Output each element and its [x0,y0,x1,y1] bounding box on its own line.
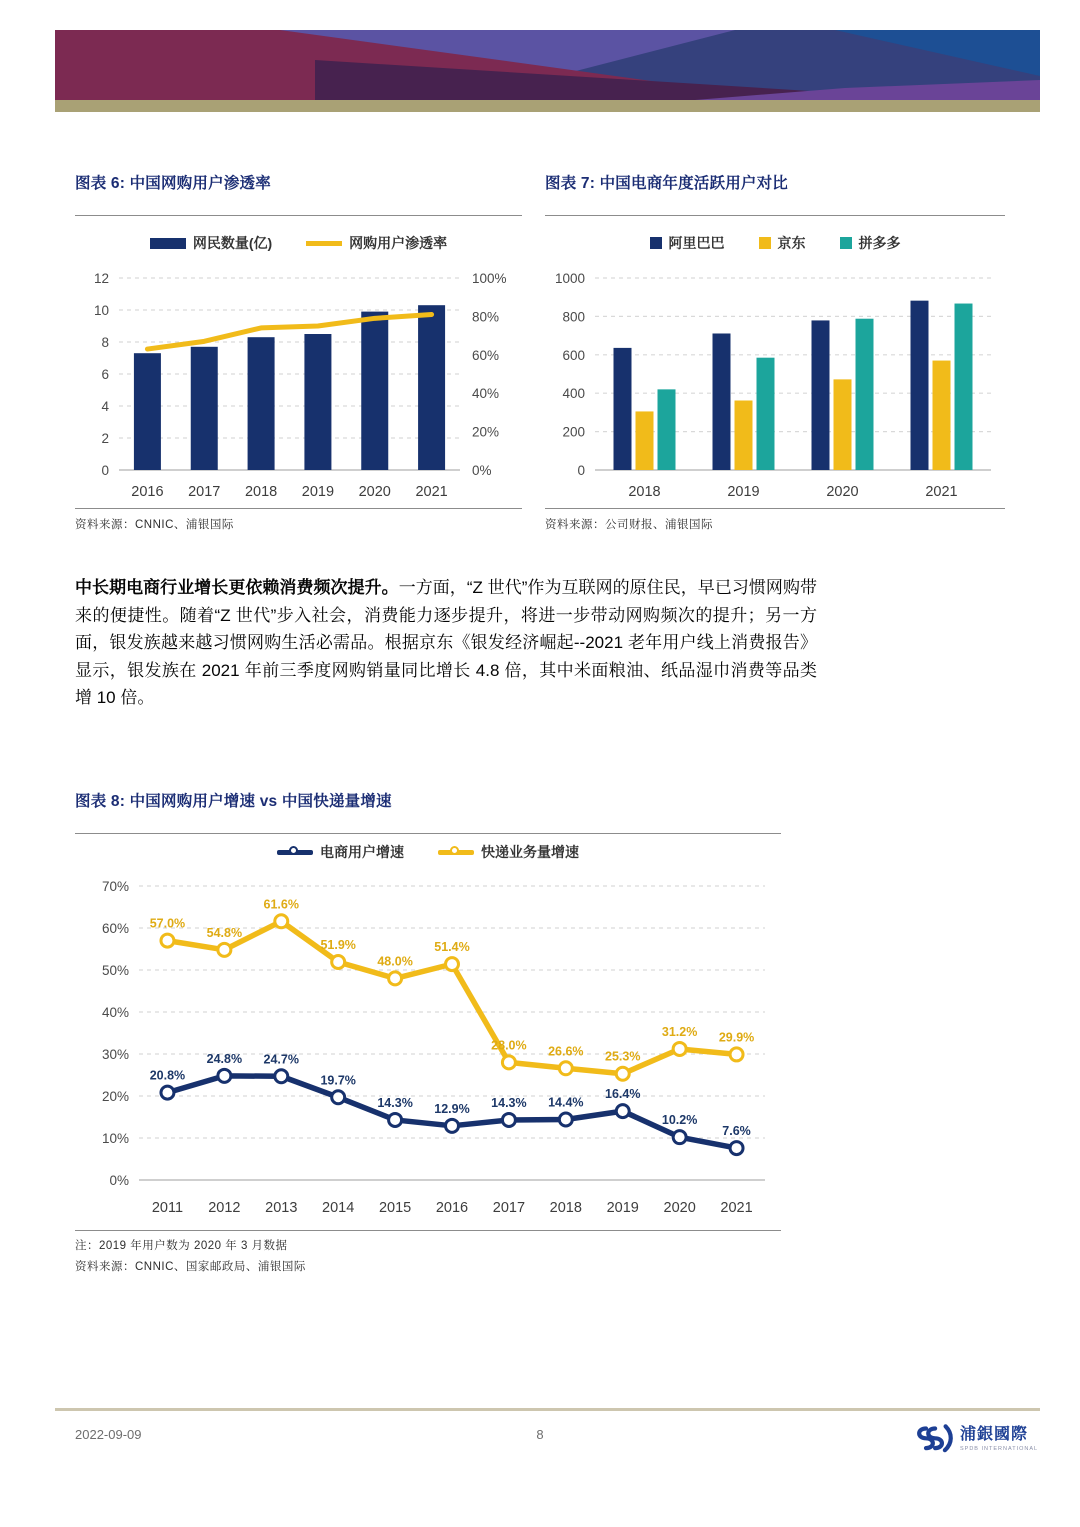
svg-text:2019: 2019 [301,484,335,500]
legend-label: 电商用户增速 [320,844,404,860]
svg-text:0%: 0% [109,1173,129,1188]
svg-text:61.6%: 61.6% [263,897,299,912]
figure6-title: 图表 6: 中国网购用户渗透率 [75,175,271,192]
paragraph-body: 一方面，“Z 世代”作为互联网的原住民，早已习惯网购带来的便捷性。随着“Z 世代”步入社会，消费能力逐步提升，将进一步带动网购频次的提升；另一方面，银发族越来越习惯网购生活必需品。根据京东《银发经济崛起--2021 老年用户线上消费报告》显示，银发族在 2021 年前三季度网购销量同比增长 4.8 倍，其中米面粮油、纸品湿巾消费等品类增 10 倍。 [75,578,818,708]
svg-text:10: 10 [93,303,109,318]
line-swatch-icon [306,241,342,246]
svg-text:2019: 2019 [727,484,760,500]
svg-text:31.2%: 31.2% [661,1024,698,1039]
footer-date: 2022-09-09 [75,1427,142,1442]
svg-text:80%: 80% [472,309,500,325]
figure7-chart [545,264,1005,504]
svg-text:2015: 2015 [378,1200,412,1216]
square-swatch-icon [840,237,852,249]
legend-item [759,233,806,253]
svg-text:2011: 2011 [151,1200,184,1216]
svg-text:12: 12 [93,271,109,286]
figure8-note: 注：2019 年用户数为 2020 年 3 月数据 [75,1240,288,1252]
figure6-chart [75,264,522,504]
divider [75,833,781,834]
legend-label: 阿里巴巴 [668,235,725,251]
logo-text: 浦銀國際 [960,1425,1029,1443]
figure7-legend [545,228,1005,258]
header-banner [55,30,1040,100]
line-marker-swatch-icon [277,845,313,859]
svg-text:20%: 20% [472,424,500,440]
svg-text:2016: 2016 [131,484,164,500]
svg-text:25.3%: 25.3% [605,1049,641,1064]
svg-text:26.6%: 26.6% [548,1044,584,1059]
svg-text:40%: 40% [472,386,500,402]
svg-text:0%: 0% [472,463,492,478]
svg-text:2020: 2020 [358,484,391,500]
svg-text:2021: 2021 [720,1200,753,1216]
svg-text:0: 0 [577,463,585,478]
svg-text:2021: 2021 [925,484,958,500]
svg-text:51.4%: 51.4% [434,940,470,955]
line-marker-swatch-icon [438,845,474,859]
divider [75,1230,781,1231]
svg-text:29.9%: 29.9% [718,1030,755,1045]
figure7-source: 资料来源：公司财报、浦银国际 [545,519,713,531]
svg-text:400: 400 [562,386,585,402]
svg-text:2017: 2017 [188,484,221,500]
figure-6 [75,165,522,532]
svg-text:2014: 2014 [322,1200,355,1216]
figure6-legend [75,228,522,258]
svg-text:2013: 2013 [265,1200,298,1216]
svg-text:7.6%: 7.6% [722,1124,751,1139]
legend-label: 网购用户渗透率 [349,235,448,251]
legend-item [650,233,725,253]
svg-text:51.9%: 51.9% [320,938,356,953]
divider [545,215,1005,216]
svg-text:12.9%: 12.9% [434,1101,470,1116]
figure8-title: 图表 8: 中国网购用户增速 vs 中国快递量增速 [75,793,392,810]
square-swatch-icon [759,237,771,249]
svg-text:16.4%: 16.4% [605,1087,641,1102]
divider [75,508,522,509]
legend-label: 京东 [777,235,806,251]
svg-text:4: 4 [101,399,109,414]
svg-text:2021: 2021 [415,484,448,500]
svg-text:20%: 20% [101,1089,129,1104]
svg-text:60%: 60% [472,347,500,363]
svg-text:0: 0 [101,463,109,478]
svg-text:57.0%: 57.0% [149,916,186,931]
banner-olive-strip [55,100,1040,112]
svg-text:800: 800 [562,309,585,325]
svg-text:2020: 2020 [663,1200,696,1216]
svg-text:20.8%: 20.8% [149,1068,186,1083]
svg-text:60%: 60% [101,921,129,936]
legend-item [306,233,447,253]
svg-text:100%: 100% [472,271,507,286]
svg-text:19.7%: 19.7% [320,1073,356,1088]
bar-swatch-icon [150,238,186,249]
svg-text:14.3%: 14.3% [377,1095,413,1110]
svg-text:2017: 2017 [492,1200,526,1216]
svg-text:14.4%: 14.4% [548,1095,584,1110]
figure8-chart [75,866,781,1226]
svg-text:30%: 30% [101,1047,129,1062]
svg-text:14.3%: 14.3% [491,1095,527,1110]
svg-text:2019: 2019 [606,1200,639,1216]
svg-text:2018: 2018 [244,484,278,500]
svg-text:50%: 50% [101,963,129,978]
svg-text:600: 600 [562,347,585,363]
svg-text:10.2%: 10.2% [661,1113,698,1128]
figure7-title: 图表 7: 中国电商年度活跃用户对比 [545,175,788,192]
legend-item [438,842,579,862]
legend-item [840,233,901,253]
svg-text:8: 8 [101,335,109,350]
figure8-legend [75,840,781,864]
svg-text:6: 6 [101,367,109,382]
svg-text:70%: 70% [101,879,129,894]
svg-text:1000: 1000 [554,271,585,286]
svg-text:2: 2 [101,431,109,446]
logo-subtext: SPDB INTERNATIONAL [960,1445,1039,1452]
svg-text:54.8%: 54.8% [206,925,243,940]
svg-text:28.0%: 28.0% [491,1038,527,1053]
paragraph-lead: 中长期电商行业增长更依赖消费频次提升。 [75,578,399,597]
footer-page-number: 8 [536,1427,544,1442]
footer-divider [55,1408,1040,1411]
legend-item [277,842,404,862]
figure-8 [75,783,781,1274]
divider [545,508,1005,509]
figure6-source: 资料来源：CNNIC、浦银国际 [75,519,234,531]
svg-text:200: 200 [562,424,585,440]
svg-text:2012: 2012 [208,1200,241,1216]
svg-text:48.0%: 48.0% [377,954,413,969]
svg-text:24.7%: 24.7% [263,1052,299,1067]
body-paragraph [75,574,817,712]
spdbi-logo-icon [912,1418,954,1460]
square-swatch-icon [650,237,662,249]
svg-text:2016: 2016 [435,1200,469,1216]
svg-text:40%: 40% [101,1005,129,1020]
divider [75,215,522,216]
legend-item [150,233,272,253]
legend-label: 快递业务量增速 [481,844,579,860]
svg-text:2020: 2020 [826,484,859,500]
banner-graphic [55,30,1040,100]
svg-text:10%: 10% [101,1131,129,1146]
svg-text:24.8%: 24.8% [206,1051,243,1066]
legend-label: 网民数量(亿) [192,235,273,251]
company-logo [912,1418,1038,1460]
figure8-source: 资料来源：CNNIC、国家邮政局、浦银国际 [75,1261,306,1273]
svg-text:2018: 2018 [628,484,661,500]
svg-text:2018: 2018 [549,1200,582,1216]
legend-label: 拼多多 [858,235,901,251]
figure-7 [545,165,1005,532]
